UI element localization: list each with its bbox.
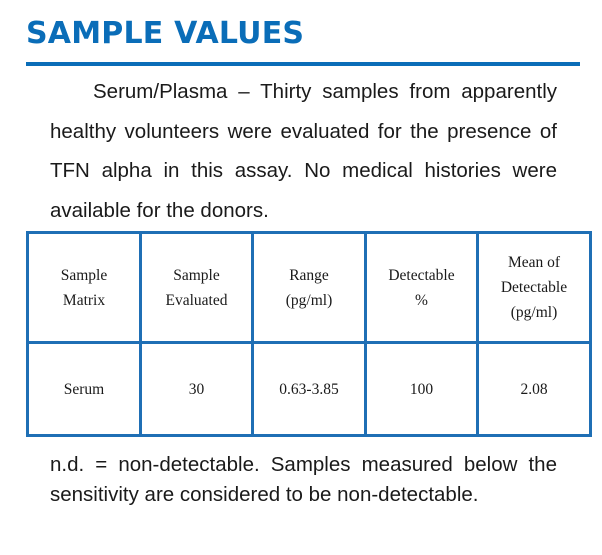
header-detectable-percent: Detectable % (366, 233, 478, 343)
cell-sample-matrix: Serum (28, 343, 141, 436)
header-sample-evaluated: Sample Evaluated (141, 233, 253, 343)
header-range: Range (pg/ml) (253, 233, 366, 343)
table-header-row (28, 233, 591, 343)
table-row (28, 343, 591, 436)
intro-paragraph: Serum/Plasma – Thirty samples from apparently healthy volunteers were evaluated for the presence of TFN alpha in this assay. No medical histories were available for the donors. (50, 80, 557, 222)
cell-sample-evaluated: 30 (141, 343, 253, 436)
section-title: SAMPLE VALUES (26, 16, 305, 51)
header-sample-matrix: Sample Matrix (28, 233, 141, 343)
sample-values-table (26, 231, 592, 437)
footnote-paragraph: n.d. = non-detectable. Samples measured below the sensitivity are considered to be non-detectable. (50, 453, 557, 506)
cell-detectable-percent: 100 (366, 343, 478, 436)
header-mean-of-detectable: Mean of Detectable (pg/ml) (478, 233, 591, 343)
cell-mean-of-detectable: 2.08 (478, 343, 591, 436)
cell-range: 0.63-3.85 (253, 343, 366, 436)
title-underline (26, 62, 580, 66)
